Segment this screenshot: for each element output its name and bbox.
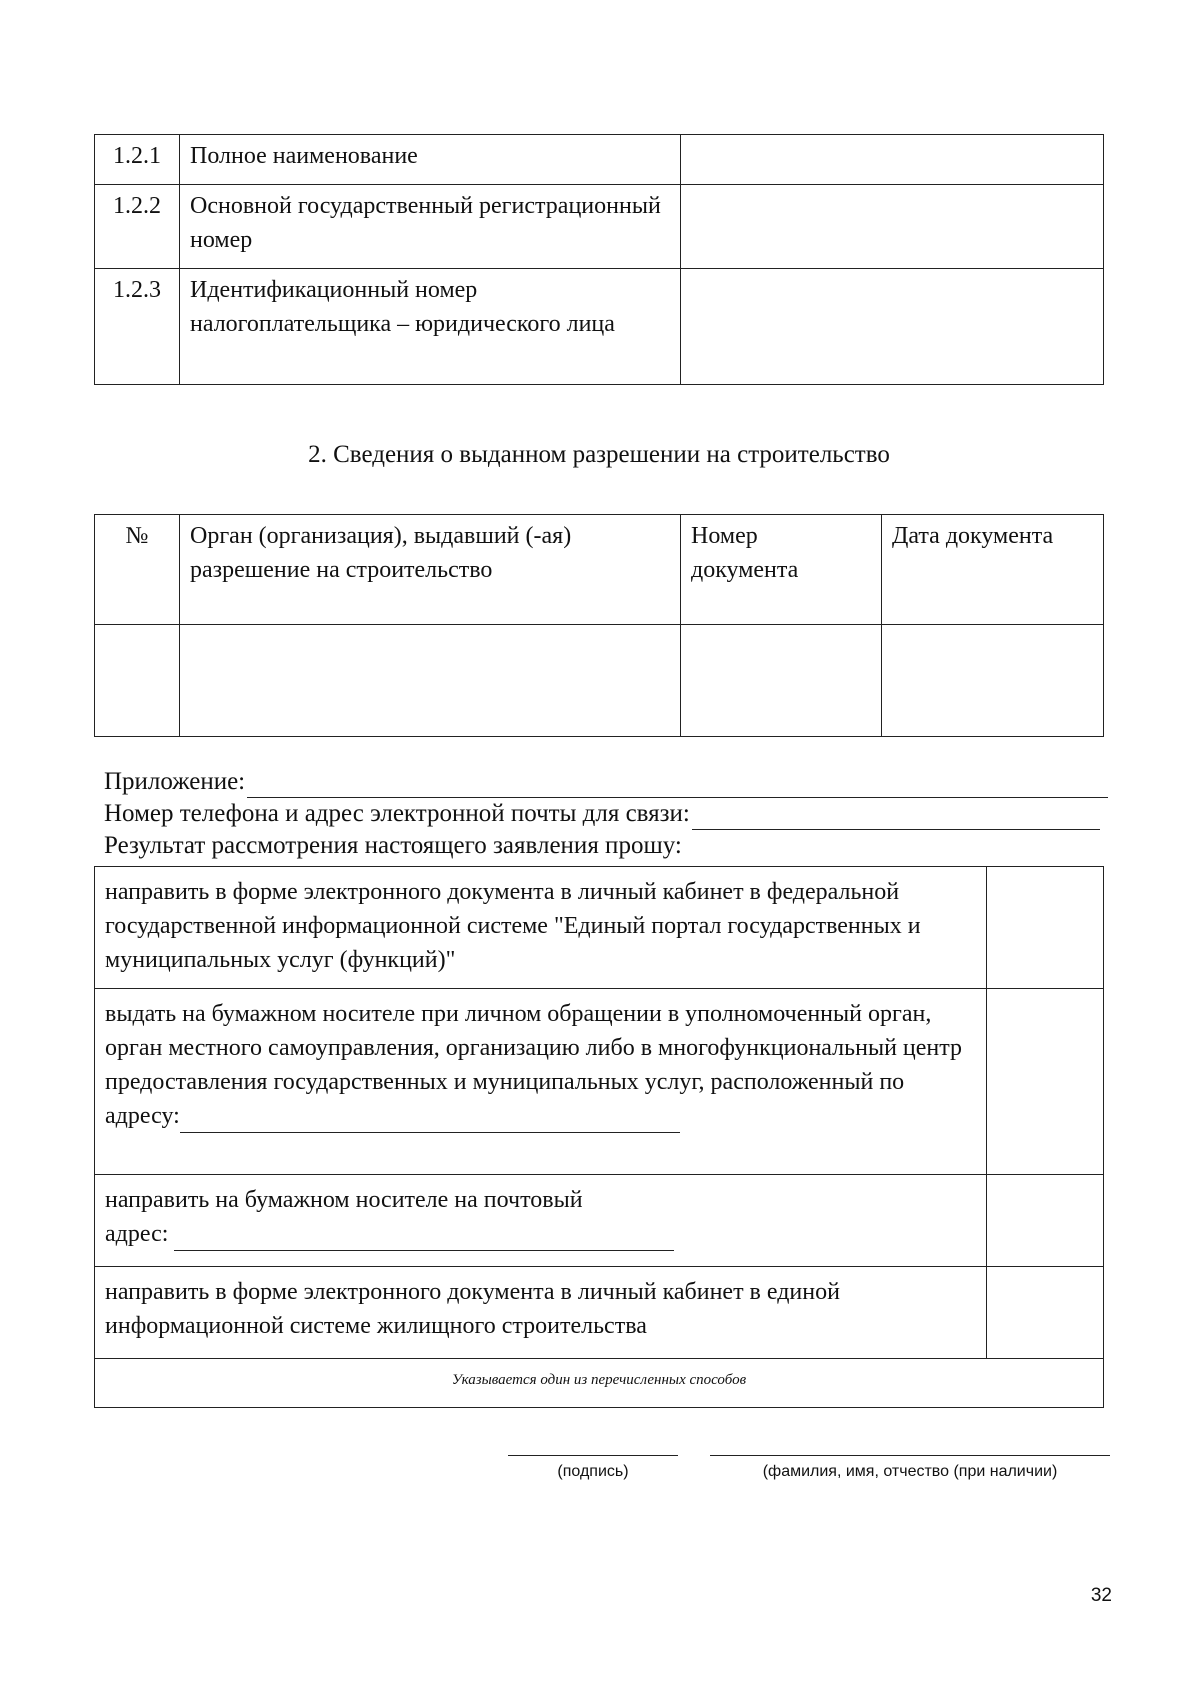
permit-doc-number-cell[interactable]	[681, 625, 882, 737]
header-doc-date: Дата документа	[882, 515, 1104, 625]
contact-label: Номер телефона и адрес электронной почты для связи:	[104, 800, 690, 827]
row-label: Полное наименование	[180, 135, 681, 185]
option-text: выдать на бумажном носителе при личном обращении в уполномоченный орган, орган местного самоуправления, организацию либо в многофункциональный центр предоставления государственных и муниципальных услуг, расположенный по	[105, 1001, 963, 1095]
table-header-row	[95, 515, 1104, 625]
attachment-field[interactable]	[247, 771, 1108, 798]
permit-number-cell[interactable]	[95, 625, 180, 737]
option-row	[95, 1175, 1104, 1267]
permit-organ-cell[interactable]	[180, 625, 681, 737]
options-note: Указывается один из перечисленных способов	[95, 1359, 1104, 1408]
attachment-line	[104, 766, 1108, 798]
address-label: адресу:	[105, 1103, 180, 1129]
header-number: №	[95, 515, 180, 625]
full-name-line[interactable]	[710, 1455, 1110, 1456]
full-name-field[interactable]	[681, 135, 1104, 185]
option-checkbox[interactable]	[987, 989, 1104, 1175]
option-row	[95, 989, 1104, 1175]
option-checkbox[interactable]	[987, 1267, 1104, 1359]
postal-address-field[interactable]	[174, 1226, 674, 1251]
table-row	[95, 185, 1104, 269]
row-number: 1.2.2	[95, 185, 180, 269]
result-label: Результат рассмотрения настоящего заявления прошу:	[104, 832, 682, 859]
full-name-caption: (фамилия, имя, отчество (при наличии)	[762, 1463, 1058, 1480]
page-number: 32	[1090, 1585, 1112, 1606]
permit-doc-date-cell[interactable]	[882, 625, 1104, 737]
option-cell	[95, 989, 987, 1175]
option-row	[95, 1267, 1104, 1359]
inn-field[interactable]	[681, 269, 1104, 385]
option-row	[95, 867, 1104, 989]
row-number: 1.2.1	[95, 135, 180, 185]
option-text: направить в форме электронного документа в личный кабинет в федеральной государственной информационной системе "Единый портал государственных и муниципальных услуг (функций)"	[95, 867, 987, 989]
option-text: направить на бумажном носителе на почтовый	[105, 1187, 583, 1213]
postal-address-label: адрес:	[105, 1221, 169, 1247]
note-row	[95, 1359, 1104, 1408]
option-checkbox[interactable]	[987, 1175, 1104, 1267]
row-label: Идентификационный номер налогоплательщика – юридического лица	[180, 269, 681, 385]
attachment-label: Приложение:	[104, 768, 246, 795]
option-checkbox[interactable]	[987, 867, 1104, 989]
legal-entity-table	[94, 134, 1104, 385]
table-row	[95, 625, 1104, 737]
header-organ: Орган (организация), выдавший (-ая) разрешение на строительство	[180, 515, 681, 625]
ogrn-field[interactable]	[681, 185, 1104, 269]
signature-line[interactable]	[508, 1455, 678, 1456]
option-text: направить в форме электронного документа в личный кабинет в единой информационной системе жилищного строительства	[95, 1267, 987, 1359]
section-2-title: 2. Сведения о выданном разрешении на строительство	[308, 441, 890, 468]
address-field[interactable]	[180, 1108, 680, 1133]
row-label: Основной государственный регистрационный номер	[180, 185, 681, 269]
table-row	[95, 135, 1104, 185]
header-doc-number: Номер документа	[681, 515, 882, 625]
table-row	[95, 269, 1104, 385]
permit-table	[94, 514, 1104, 737]
option-cell	[95, 1175, 987, 1267]
result-line	[104, 830, 1108, 862]
contact-field[interactable]	[692, 803, 1100, 830]
contact-line	[104, 798, 1100, 830]
row-number: 1.2.3	[95, 269, 180, 385]
signature-caption: (подпись)	[557, 1463, 629, 1480]
result-options-table	[94, 866, 1104, 1408]
